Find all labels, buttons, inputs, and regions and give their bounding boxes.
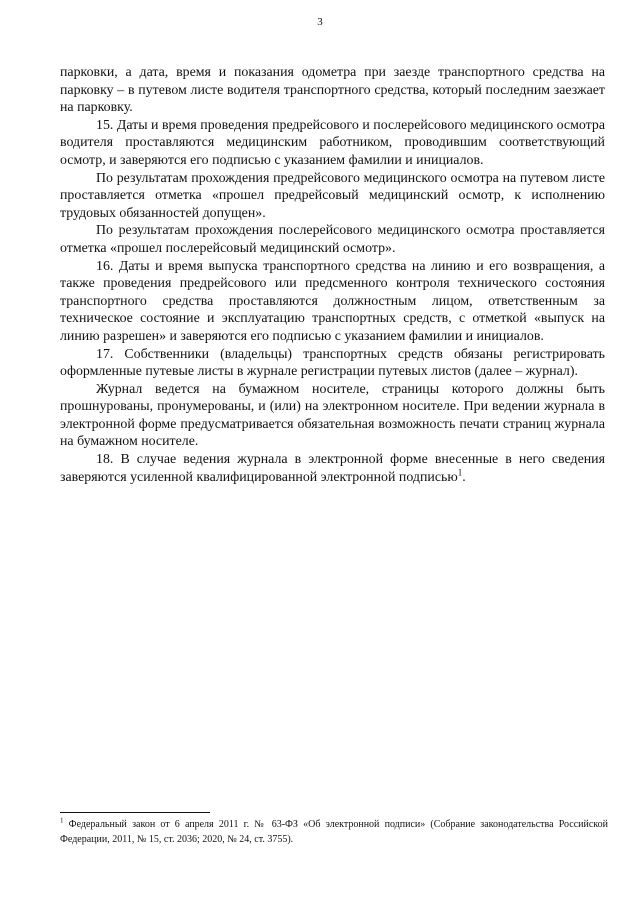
paragraph-post-trip-mark: По результатам прохождения послерейсового медицинского осмотра проставляется отметка «прошел послерейсовый медицинский осмотр».	[60, 223, 605, 256]
document-body	[60, 64, 605, 486]
paragraph-15: 15. Даты и время проведения предрейсового и послерейсового медицинского осмотра водителя проставляются медицинским работником, проводившим соответствующий осмотр, и заверяются его подписью с указанием фамилии и инициалов.	[60, 117, 605, 168]
paragraph-continuation: парковки, а дата, время и показания одометра при заезде транспортного средства на парковку – в путевом листе водителя транспортного средства, который последним заезжает на парковку.	[60, 65, 605, 116]
paragraph-18: 18. В случае ведения журнала в электронной форме внесенные в него сведения заверяются усиленной квалифицированной электронной подписью$^1$.	[60, 452, 605, 485]
footnote-reference[interactable]: 1	[457, 467, 463, 478]
footnote	[60, 818, 608, 847]
page-number: 3	[317, 16, 323, 28]
paragraph-18-text: 18. В случае ведения журнала в электронной форме внесенные в него сведения заверяются усиленной квалифицированной электронной подписью	[60, 452, 605, 485]
footnote-text: Федеральный закон от 6 апреля 2011 г. № 63-ФЗ «Об электронной подписи» (Собрание законодательства Российской Федерации, 2011, № 15, ст. 2036; 2020, № 24, ст. 3755).	[60, 819, 608, 845]
footnote-mark: 1	[60, 816, 64, 825]
paragraph-pre-trip-mark: По результатам прохождения предрейсового медицинского осмотра на путевом листе проставляется отметка «прошел предрейсовый медицинский осмотр, к исполнению трудовых обязанностей допущен».	[60, 170, 605, 221]
paragraph-16: 16. Даты и время выпуска транспортного средства на линию и его возвращения, а также проведения предрейсового или предсменного контроля технического состояния транспортного средства проставляются должностным лицом, ответственным за техническое состояние и эксплуатацию транспортных средств, с отметкой «выпуск на линию разрешен» и заверяются его подписью с указанием фамилии и инициалов.	[60, 258, 605, 344]
paragraph-17: 17. Собственники (владельцы) транспортных средств обязаны регистрировать оформленные путевые листы в журнале регистрации путевых листов (далее – журнал).	[60, 346, 605, 380]
footnote-divider	[60, 812, 210, 813]
paragraph-journal: Журнал ведется на бумажном носителе, страницы которого должны быть прошнурованы, пронумерованы, и (или) на электронном носителе. При ведении журнала в электронной форме предусматривается обязательная возможность печати страниц журнала на бумажном носителе.	[60, 381, 605, 450]
